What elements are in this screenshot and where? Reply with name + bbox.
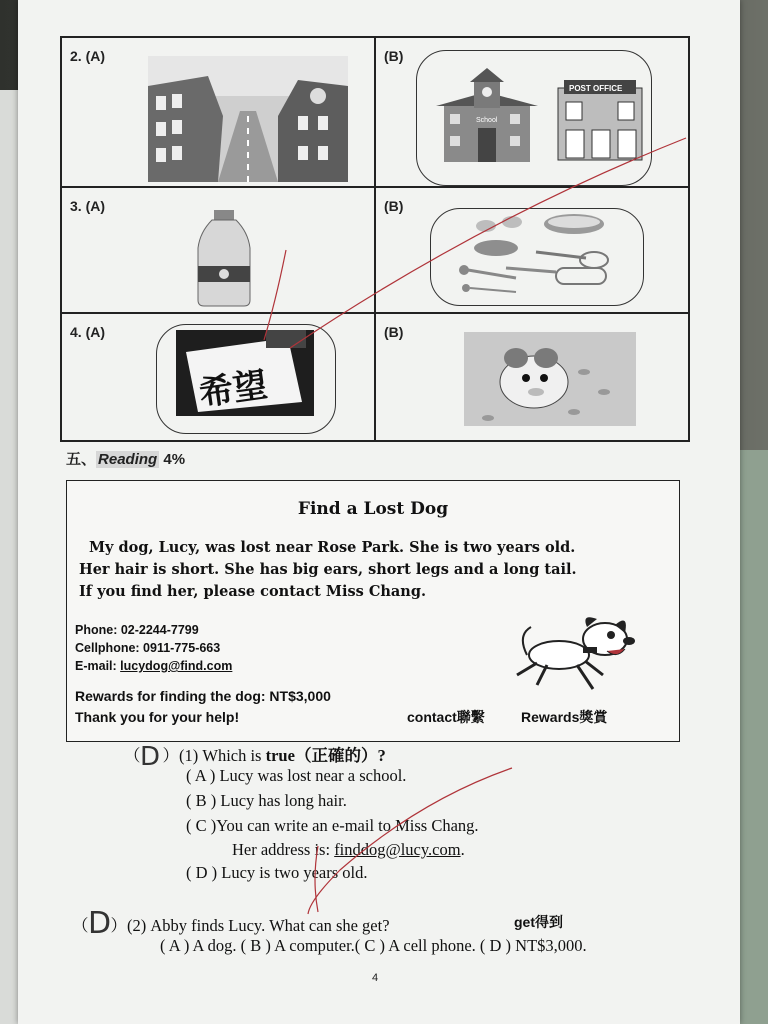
email-address: lucydog@find.com [120, 659, 233, 673]
q4-cell-a [61, 313, 375, 441]
section-number: 五、 [66, 451, 97, 468]
q2-handwritten-answer: D [88, 906, 112, 941]
q1-stem-bold: true [265, 746, 295, 765]
email-line [75, 657, 232, 675]
question-1-stem [124, 742, 386, 766]
q3-cell-a [61, 187, 375, 313]
notice-body [79, 537, 679, 603]
q3-label-a: 3. (A) [70, 198, 105, 214]
lost-dog-notice [66, 480, 680, 742]
q2-cell-a [61, 37, 375, 187]
reward-text: Rewards for finding the dog: NT$3,000 [75, 688, 331, 704]
phone-number: Phone: 02-2244-7799 [75, 623, 199, 637]
post-office-sign: POST OFFICE [569, 84, 623, 93]
q1-option-d: ( D ) Lucy is two years old. [186, 863, 368, 882]
section-title: Reading [98, 451, 158, 468]
contact-info [75, 621, 232, 675]
calligraphy-picture [176, 330, 314, 416]
q4-cell-b [375, 313, 689, 441]
running-dog-picture [507, 605, 647, 695]
street-picture [148, 56, 348, 182]
section-score: 4% [163, 451, 186, 468]
school-and-post-office-picture [426, 64, 652, 164]
q1-stem: (1) Which is [179, 746, 266, 765]
q1-paren-open: （ [124, 746, 141, 765]
reward-block [75, 686, 331, 728]
picture-grid [60, 36, 690, 442]
q2-cell-b [375, 37, 689, 187]
notice-line-1: My dog, Lucy, was lost near Rose Park. She is two years old. [89, 539, 576, 556]
q3-cell-b [375, 187, 689, 313]
q4-label-a: 4. (A) [70, 324, 105, 340]
email-label: E-mail: [75, 659, 121, 673]
q2-stem: (2) Abby finds Lucy. What can she get? [127, 916, 390, 935]
q2-label-a: 2. (A) [70, 48, 105, 64]
cellphone-number: Cellphone: 0911-775-663 [75, 641, 221, 655]
school-sign: School [476, 117, 498, 124]
notice-line-3: If you find her, please contact Miss Chang. [79, 583, 427, 600]
q1-option-b: ( B ) Lucy has long hair. [186, 791, 347, 810]
kitchen-tools-picture [456, 212, 626, 298]
q2-label-b: (B) [384, 48, 404, 64]
q4-label-b: (B) [384, 324, 404, 340]
q1-option-c: ( C )You can write an e-mail to Miss Chang. [186, 816, 479, 835]
water-bottle-picture [192, 208, 256, 308]
q2-gloss: get得到 [514, 914, 563, 930]
gloss-contact: contact聯繫 [407, 709, 485, 725]
section-heading [66, 448, 185, 469]
q1-address-prefix: Her address is: [232, 840, 335, 859]
q1-handwritten-answer: D [140, 742, 161, 772]
q1-stem-cn: （正確的）? [294, 746, 386, 765]
notice-line-2: Her hair is short. She has big ears, short legs and a long tail. [79, 561, 577, 578]
question-2-stem [72, 912, 390, 936]
calligraphy-chars: 希望 [196, 364, 270, 415]
notice-title: Find a Lost Dog [297, 499, 449, 519]
hamster-picture [464, 332, 636, 426]
q2-paren-close: ） [110, 916, 127, 935]
page-number: 4 [372, 972, 379, 984]
q1-address-email: finddog@lucy.com [334, 840, 461, 859]
q2-paren-open: （ [72, 916, 89, 935]
gloss-rewards: Rewards獎賞 [521, 709, 608, 725]
q1-option-c-line2 [232, 840, 465, 860]
q1-option-a: ( A ) Lucy was lost near a school. [186, 766, 407, 785]
q1-address-suffix: . [460, 840, 465, 859]
q2-options: ( A ) A dog. ( B ) A computer.( C ) A cell phone. ( D ) NT$3,000. [160, 936, 587, 955]
thanks-text: Thank you for your help! [75, 709, 240, 725]
q1-paren-close: ） [162, 746, 179, 765]
q3-label-b: (B) [384, 198, 404, 214]
